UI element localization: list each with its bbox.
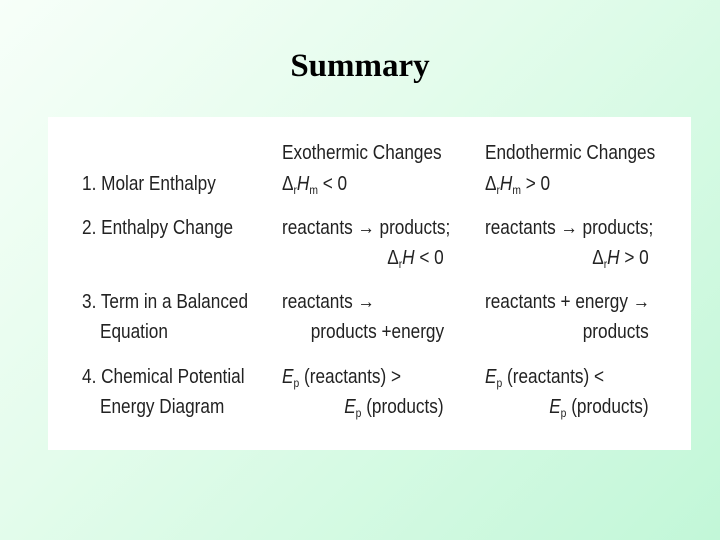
row-endo-value: $E_p$ (reactants) <	[485, 366, 605, 390]
row-endo-value: reactants → products;	[485, 217, 654, 239]
row-exo-value: $E_p$ (reactants) >	[282, 366, 402, 390]
row-exo-value: products +energy	[310, 321, 444, 343]
header-endothermic: Endothermic Changes	[485, 142, 656, 164]
row-endo-value: $E_p$ (products)	[549, 396, 649, 420]
row-exo-value: reactants → products;	[282, 217, 451, 239]
header-exothermic: Exothermic Changes	[282, 142, 442, 164]
summary-table	[48, 117, 691, 450]
row-endo-value: $\Delta_rH > 0$	[592, 247, 649, 271]
row-exo-value: $\Delta_rH < 0$	[387, 247, 444, 271]
row-label: Equation	[100, 321, 168, 343]
row-label: 1. Molar Enthalpy	[82, 173, 216, 195]
row-exo-value: $E_p$ (products)	[344, 396, 444, 420]
row-exo-value: reactants →	[282, 291, 375, 313]
row-endo-value: reactants + energy →	[485, 291, 650, 313]
row-exo-value: $\Delta_rH_m < 0$	[282, 173, 348, 197]
row-endo-value: $\Delta_rH_m > 0$	[485, 173, 551, 197]
row-label: 3. Term in a Balanced	[82, 291, 249, 313]
row-endo-value: products	[583, 321, 649, 343]
row-label: 2. Enthalpy Change	[82, 217, 234, 239]
row-label: Energy Diagram	[100, 396, 225, 418]
row-label: 4. Chemical Potential	[82, 366, 245, 388]
slide-title: Summary	[290, 48, 430, 84]
